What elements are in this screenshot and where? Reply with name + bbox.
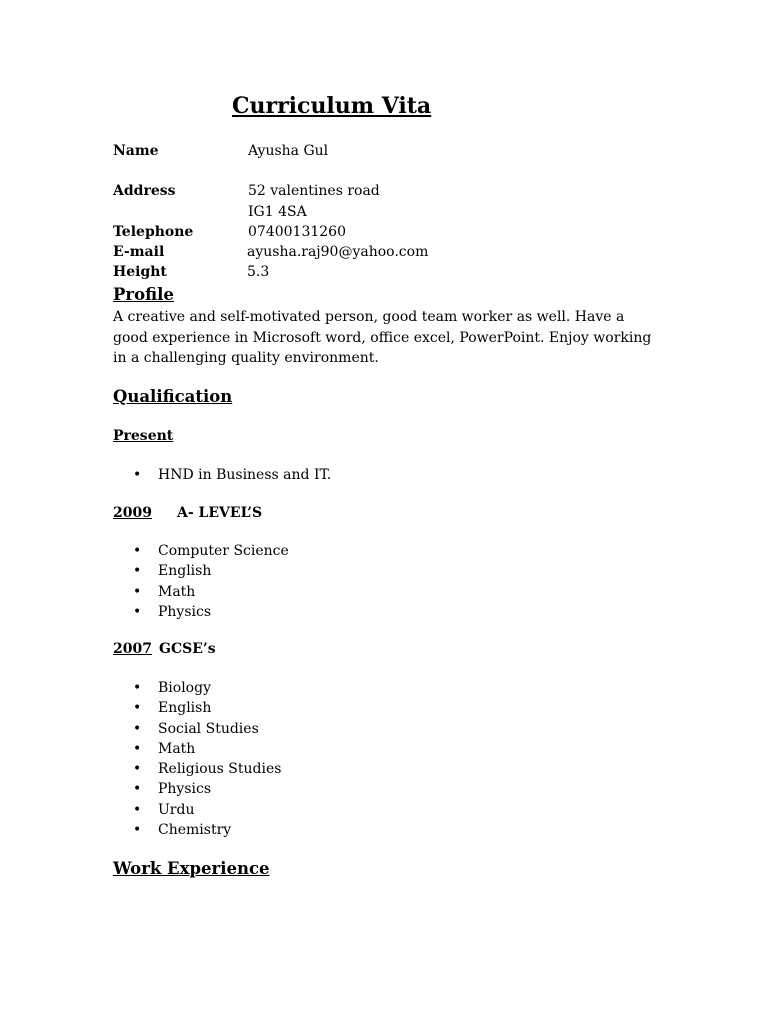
alevels-label: A- LEVEL’S — [177, 505, 263, 521]
work-experience-heading: Work Experience — [113, 859, 270, 878]
gcse-list — [133, 678, 281, 840]
gcse-label: GCSE’s — [159, 641, 216, 657]
height-value: 5.3 — [247, 264, 270, 280]
alevels-subheading — [113, 505, 263, 521]
name-value: Ayusha Gul — [248, 143, 329, 159]
list-item: • English — [133, 698, 281, 718]
list-item: • English — [133, 561, 289, 581]
gcse-subheading — [113, 641, 216, 657]
height-label: Height — [113, 264, 167, 280]
list-item: • Urdu — [133, 800, 281, 820]
list-item: • Physics — [133, 779, 281, 799]
list-item: • Math — [133, 739, 281, 759]
list-item: • Religious Studies — [133, 759, 281, 779]
address-line-1: 52 valentines road — [248, 183, 380, 199]
list-item: • Computer Science — [133, 541, 289, 561]
list-item: • HND in Business and IT. — [133, 465, 331, 485]
address-label: Address — [113, 183, 176, 199]
email-value: ayusha.raj90@yahoo.com — [247, 244, 429, 260]
list-item: • Biology — [133, 678, 281, 698]
name-label: Name — [113, 143, 159, 159]
telephone-value: 07400131260 — [248, 224, 346, 240]
list-item: • Math — [133, 582, 289, 602]
gcse-year: 2007 — [113, 641, 152, 657]
present-list — [133, 465, 331, 485]
qualification-heading: Qualification — [113, 387, 233, 406]
alevels-year: 2009 — [113, 505, 152, 521]
list-item: • Physics — [133, 602, 289, 622]
document-title: Curriculum Vita — [232, 93, 432, 119]
list-item: • Chemistry — [133, 820, 281, 840]
email-label: E-mail — [113, 244, 165, 260]
profile-heading: Profile — [113, 285, 174, 304]
profile-text: A creative and self-motivated person, good team worker as well. Have a good experience in Microsoft word, office excel, PowerPoint. Enjoy working in a challenging quality environment. — [113, 309, 652, 366]
address-line-2: IG1 4SA — [248, 204, 307, 220]
list-item: • Social Studies — [133, 719, 281, 739]
alevels-list — [133, 541, 289, 622]
telephone-label: Telephone — [113, 224, 194, 240]
present-label: Present — [113, 428, 174, 444]
